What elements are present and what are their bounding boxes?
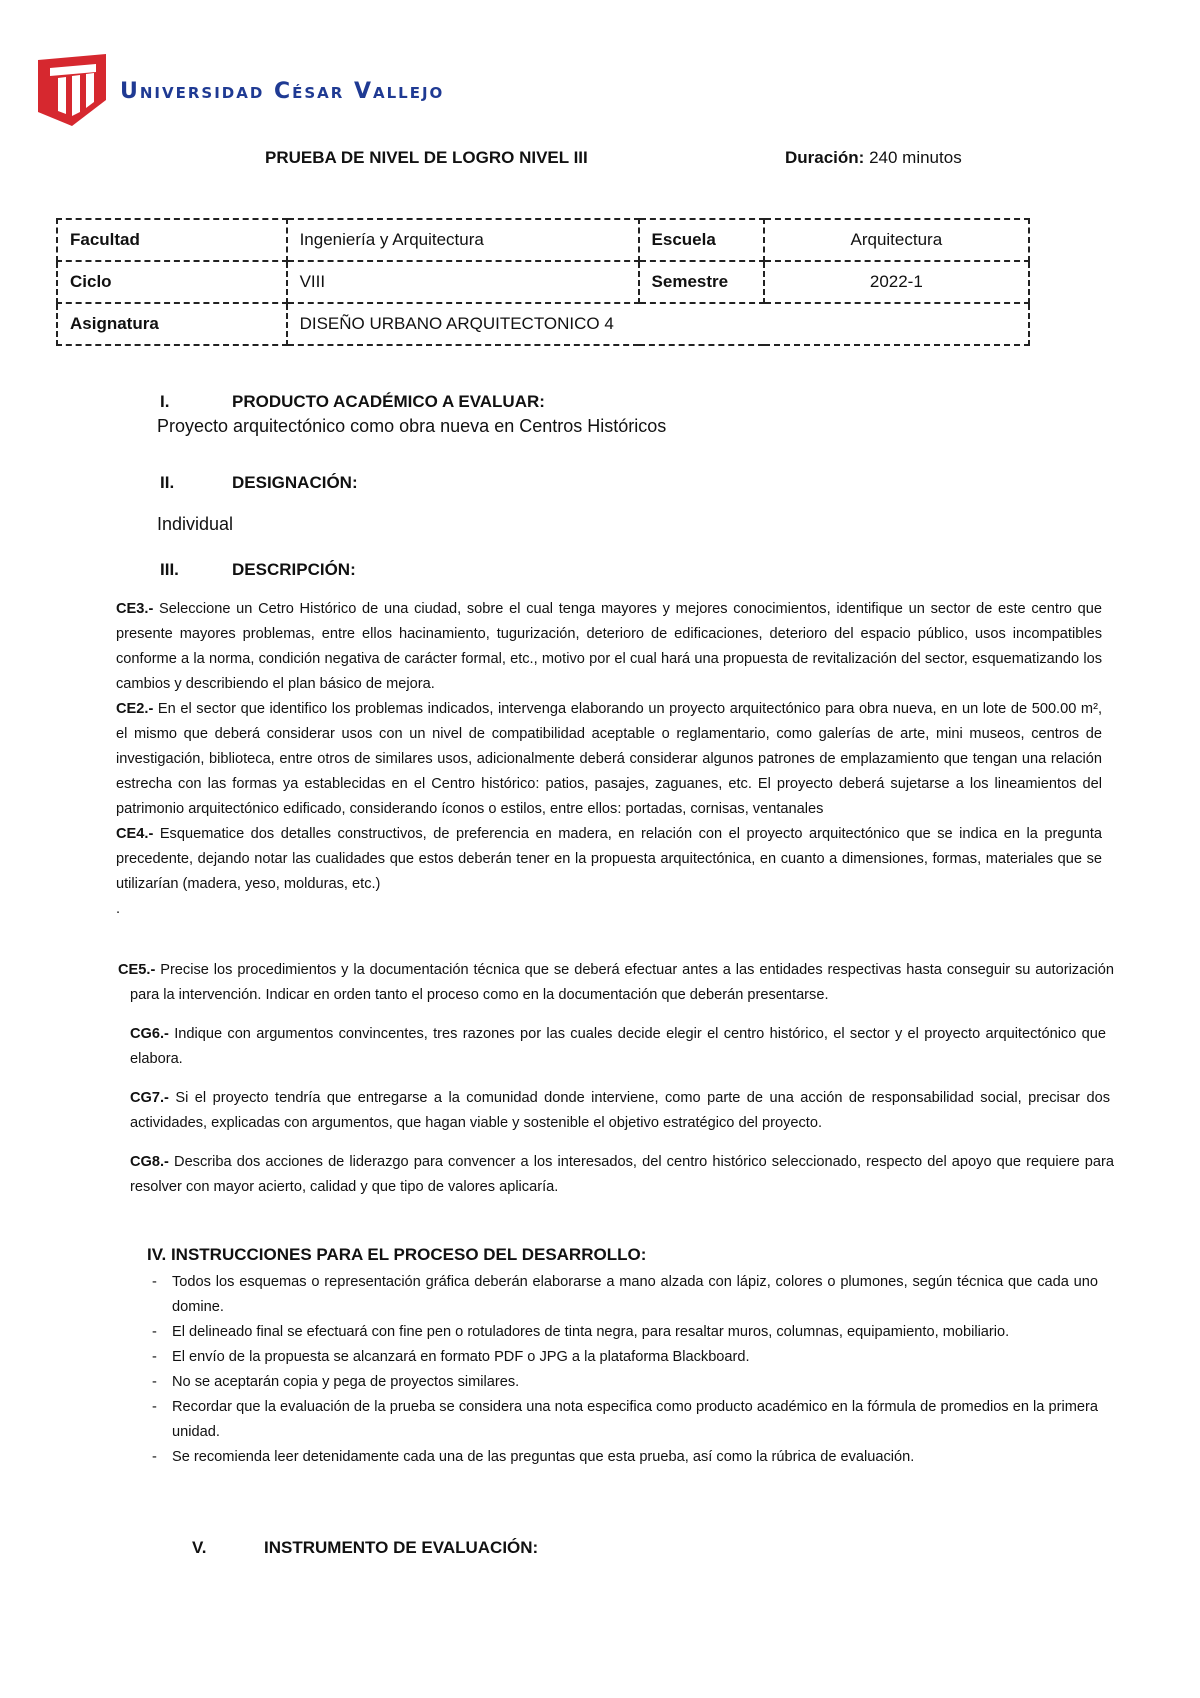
ce3-code: CE3.-: [116, 601, 154, 617]
university-name: Universidad César Vallejo: [120, 78, 445, 104]
instruction-text: Recordar que la evaluación de la prueba se considera una nota especifica como producto académico en la fórmula de promedios en la primera unidad.: [172, 1399, 1098, 1440]
ucv-shield-icon: [36, 54, 108, 128]
ciclo-label: Ciclo: [57, 261, 287, 303]
ce5-code: CE5.-: [118, 962, 156, 978]
escuela-label: Escuela: [639, 219, 764, 261]
dash-bullet: -: [152, 1274, 157, 1290]
section-title: DESIGNACIÓN:: [232, 473, 358, 492]
description-block: [116, 597, 1102, 922]
section-number: II.: [160, 473, 175, 492]
dash-bullet: -: [152, 1449, 157, 1465]
section-5-heading: [192, 1538, 538, 1558]
instruction-text: No se aceptarán copia y pega de proyectos similares.: [172, 1374, 520, 1390]
ce4-item: [116, 822, 1102, 897]
ce4-code: CE4.-: [116, 826, 154, 842]
dash-bullet: -: [152, 1324, 157, 1340]
table-row: [57, 261, 1029, 303]
instructions-list: [148, 1270, 1098, 1470]
asignatura-label: Asignatura: [57, 303, 287, 345]
duration: [785, 148, 962, 168]
cg8-text: Describa dos acciones de liderazgo para convencer a los interesados, del centro histórico seleccionado, respecto del apoyo que requiere para resolver con mayor acierto, calidad y que tipo de valores aplicaría.: [130, 1154, 1114, 1195]
list-item: [148, 1445, 1098, 1470]
instruction-text: Se recomienda leer detenidamente cada una de las preguntas que esta prueba, así como la rúbrica de evaluación.: [172, 1449, 915, 1465]
duration-label: Duración:: [785, 148, 865, 167]
semestre-value: 2022-1: [764, 261, 1029, 303]
list-item: [148, 1370, 1098, 1395]
semestre-label: Semestre: [639, 261, 764, 303]
section-3-heading: [160, 560, 356, 580]
list-item: [148, 1395, 1098, 1445]
ce5-item: [118, 958, 1114, 1008]
ce3-item: [116, 597, 1102, 697]
ce3-text: Seleccione un Cetro Histórico de una ciudad, sobre el cual tenga mayores y mejores conocimientos, identifique un sector de este centro que presente mayores problemas, entre ellos hacinamiento, tugurización, deterioro de edificaciones, deterioro del espacio público, usos incompatibles conforme a la norma, condición negativa de carácter formal, etc., motivo por el cual hará una propuesta de revitalización del sector, esquematizando los cambios y describiendo el plan básico de mejora.: [116, 601, 1102, 692]
section-title: PRODUCTO ACADÉMICO A EVALUAR:: [232, 392, 545, 411]
instruction-text: Todos los esquemas o representación gráfica deberán elaborarse a mano alzada con lápiz, colores o plumones, según técnica que cada uno domine.: [172, 1274, 1098, 1315]
list-item: [148, 1270, 1098, 1320]
section-number: V.: [192, 1538, 207, 1557]
facultad-label: Facultad: [57, 219, 287, 261]
dash-bullet: -: [152, 1349, 157, 1365]
section-4-heading: IV. INSTRUCCIONES PARA EL PROCESO DEL DESARROLLO:: [147, 1245, 647, 1264]
duration-value: 240 minutos: [869, 148, 962, 167]
instruction-text: El delineado final se efectuará con fine pen o rotuladores de tinta negra, para resaltar muros, columnas, equipamiento, mobiliario.: [172, 1324, 1010, 1340]
ce4-dot: .: [116, 901, 121, 917]
dash-bullet: -: [152, 1374, 157, 1390]
section-title: DESCRIPCIÓN:: [232, 560, 356, 579]
ce2-item: [116, 697, 1102, 822]
section-1-text: Proyecto arquitectónico como obra nueva en Centros Históricos: [157, 416, 667, 436]
section-number: I.: [160, 392, 170, 411]
cg8-item: [118, 1150, 1114, 1200]
section-1-heading: [160, 392, 545, 412]
section-2-text: Individual: [157, 514, 234, 534]
ce2-text: En el sector que identifico los problemas indicados, intervenga elaborando un proyecto arquitectónico para obra nueva, en un lote de 500.00 m², el mismo que deberá considerar usos con un nivel de compatibilidad aceptable o reglamentario, como galerías de arte, mini museos, centros de investigación, biblioteca, entre otros de similares usos, adicionalmente deberá considerar algunos patrones de emplazamiento que tengan una relación estrecha con las formas ya establecidas en el Centro histórico: patios, pasajes, zaguanes, etc. El proyecto deberá sujetarse a los lineamientos del patrimonio arquitectónico edificado, considerando íconos o estilos, entre ellos: portadas, cornisas, ventanales: [116, 701, 1102, 817]
ce2-code: CE2.-: [116, 701, 154, 717]
ce5-text: Precise los procedimientos y la documentación técnica que se deberá efectuar antes a las entidades respectivas hasta conseguir su autorización para la intervención. Indicar en orden tanto el proceso como en la documentación que deberán presentarse.: [130, 962, 1114, 1003]
table-row: [57, 219, 1029, 261]
instruction-text: El envío de la propuesta se alcanzará en formato PDF o JPG a la plataforma Blackboard.: [172, 1349, 750, 1365]
cg6-code: CG6.-: [130, 1026, 169, 1042]
list-item: [148, 1320, 1098, 1345]
facultad-value: Ingeniería y Arquitectura: [287, 219, 639, 261]
section-number: III.: [160, 560, 179, 579]
section-2-heading: [160, 473, 358, 493]
list-item: [148, 1345, 1098, 1370]
section-title: INSTRUMENTO DE EVALUACIÓN:: [264, 1538, 539, 1557]
escuela-value: Arquitectura: [764, 219, 1029, 261]
cg7-item: [122, 1086, 1110, 1136]
university-logo: [36, 54, 444, 128]
exam-title: PRUEBA DE NIVEL DE LOGRO NIVEL III: [265, 148, 588, 167]
table-row: [57, 303, 1029, 345]
cg8-code: CG8.-: [130, 1154, 169, 1170]
course-info-table: [56, 218, 1030, 346]
cg7-code: CG7.-: [130, 1090, 169, 1106]
ce4-text: Esquematice dos detalles constructivos, de preferencia en madera, en relación con el proyecto arquitectónico que se indica en la pregunta precedente, dejando notar las cualidades que estos deberán tener en la propuesta arquitectónica, en cuanto a dimensiones, formas, materiales que se utilizarían (madera, yeso, molduras, etc.): [116, 826, 1102, 892]
cg7-text: Si el proyecto tendría que entregarse a la comunidad donde interviene, como parte de una acción de responsabilidad social, precisar dos actividades, explicadas con argumentos, que hagan viable y sostenible el objetivo estratégico del proyecto.: [130, 1090, 1110, 1131]
asignatura-value: DISEÑO URBANO ARQUITECTONICO 4: [287, 303, 1029, 345]
cg6-text: Indique con argumentos convincentes, tres razones por las cuales decide elegir el centro histórico, el sector y el proyecto arquitectónico que elabora.: [130, 1026, 1106, 1067]
cg6-item: [126, 1022, 1106, 1072]
dash-bullet: -: [152, 1399, 157, 1415]
ciclo-value: VIII: [287, 261, 639, 303]
